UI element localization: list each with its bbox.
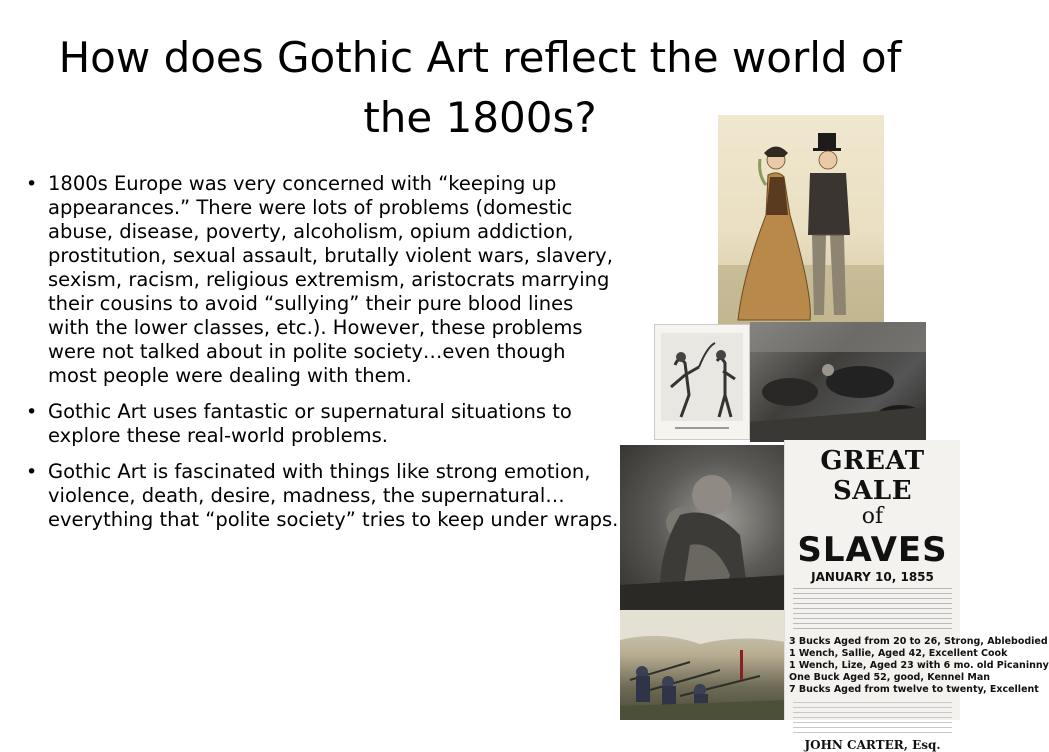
poster-headline: GREAT SALE	[820, 446, 925, 506]
bullet-text: Gothic Art is fascinated with things like strong emotion, violence, death, desire, madness, the supernatural…everything that “polite society” tries to keep under wraps.	[48, 460, 619, 531]
poster-signature: JOHN CARTER, Esq.	[804, 738, 941, 752]
bullet-list	[20, 172, 620, 544]
bullet-icon: •	[26, 461, 38, 483]
poster-lot-line: 7 Bucks Aged from twelve to twenty, Excellent	[789, 684, 1039, 695]
poverty-children-image	[620, 445, 786, 610]
bullet-item	[20, 400, 620, 448]
poster-subject: SLAVES	[797, 530, 948, 570]
bullet-item	[20, 172, 620, 388]
engraving-image	[654, 324, 750, 440]
poster-lot-line: 3 Bucks Aged from 20 to 26, Strong, Ablebodied	[789, 636, 1048, 647]
poster-lot-line: One Buck Aged 52, good, Kennel Man	[789, 672, 991, 683]
poster-lot-list	[789, 636, 1049, 696]
bullet-text: Gothic Art uses fantastic or supernatural situations to explore these real-world problems.	[48, 400, 572, 447]
bullet-text: 1800s Europe was very concerned with “keeping up appearances.” There were lots of problems (domestic abuse, disease, poverty, alcoholism, opium addiction, prostitution, sexual assault, brutally violent wars, slavery, sexism, racism, religious extremism, aristocrats marrying their cousins to avoid “sullying” their pure blood lines with the lower classes, etc.). However, these problems were not talked about in polite society…even though most people were dealing with them.	[48, 172, 613, 387]
battle-painting-image	[620, 610, 786, 720]
poster-of: of	[861, 504, 884, 529]
opium-den-image	[750, 322, 926, 442]
victorian-couple-image	[718, 115, 884, 327]
slide-title: How does Gothic Art reflect the world of the 1800s?	[58, 33, 902, 142]
poster-fine-print	[793, 588, 952, 630]
poster-lot-line: 1 Wench, Lize, Aged 23 with 6 mo. old Picaninny	[789, 660, 1049, 671]
bullet-icon: •	[26, 173, 38, 195]
poster-date: JANUARY 10, 1855	[811, 570, 934, 584]
bullet-item	[20, 460, 620, 532]
slave-sale-poster-image	[784, 440, 1049, 752]
poster-footer-print	[793, 702, 952, 736]
bullet-icon: •	[26, 401, 38, 423]
poster-lot-line: 1 Wench, Sallie, Aged 42, Excellent Cook	[789, 648, 1008, 659]
